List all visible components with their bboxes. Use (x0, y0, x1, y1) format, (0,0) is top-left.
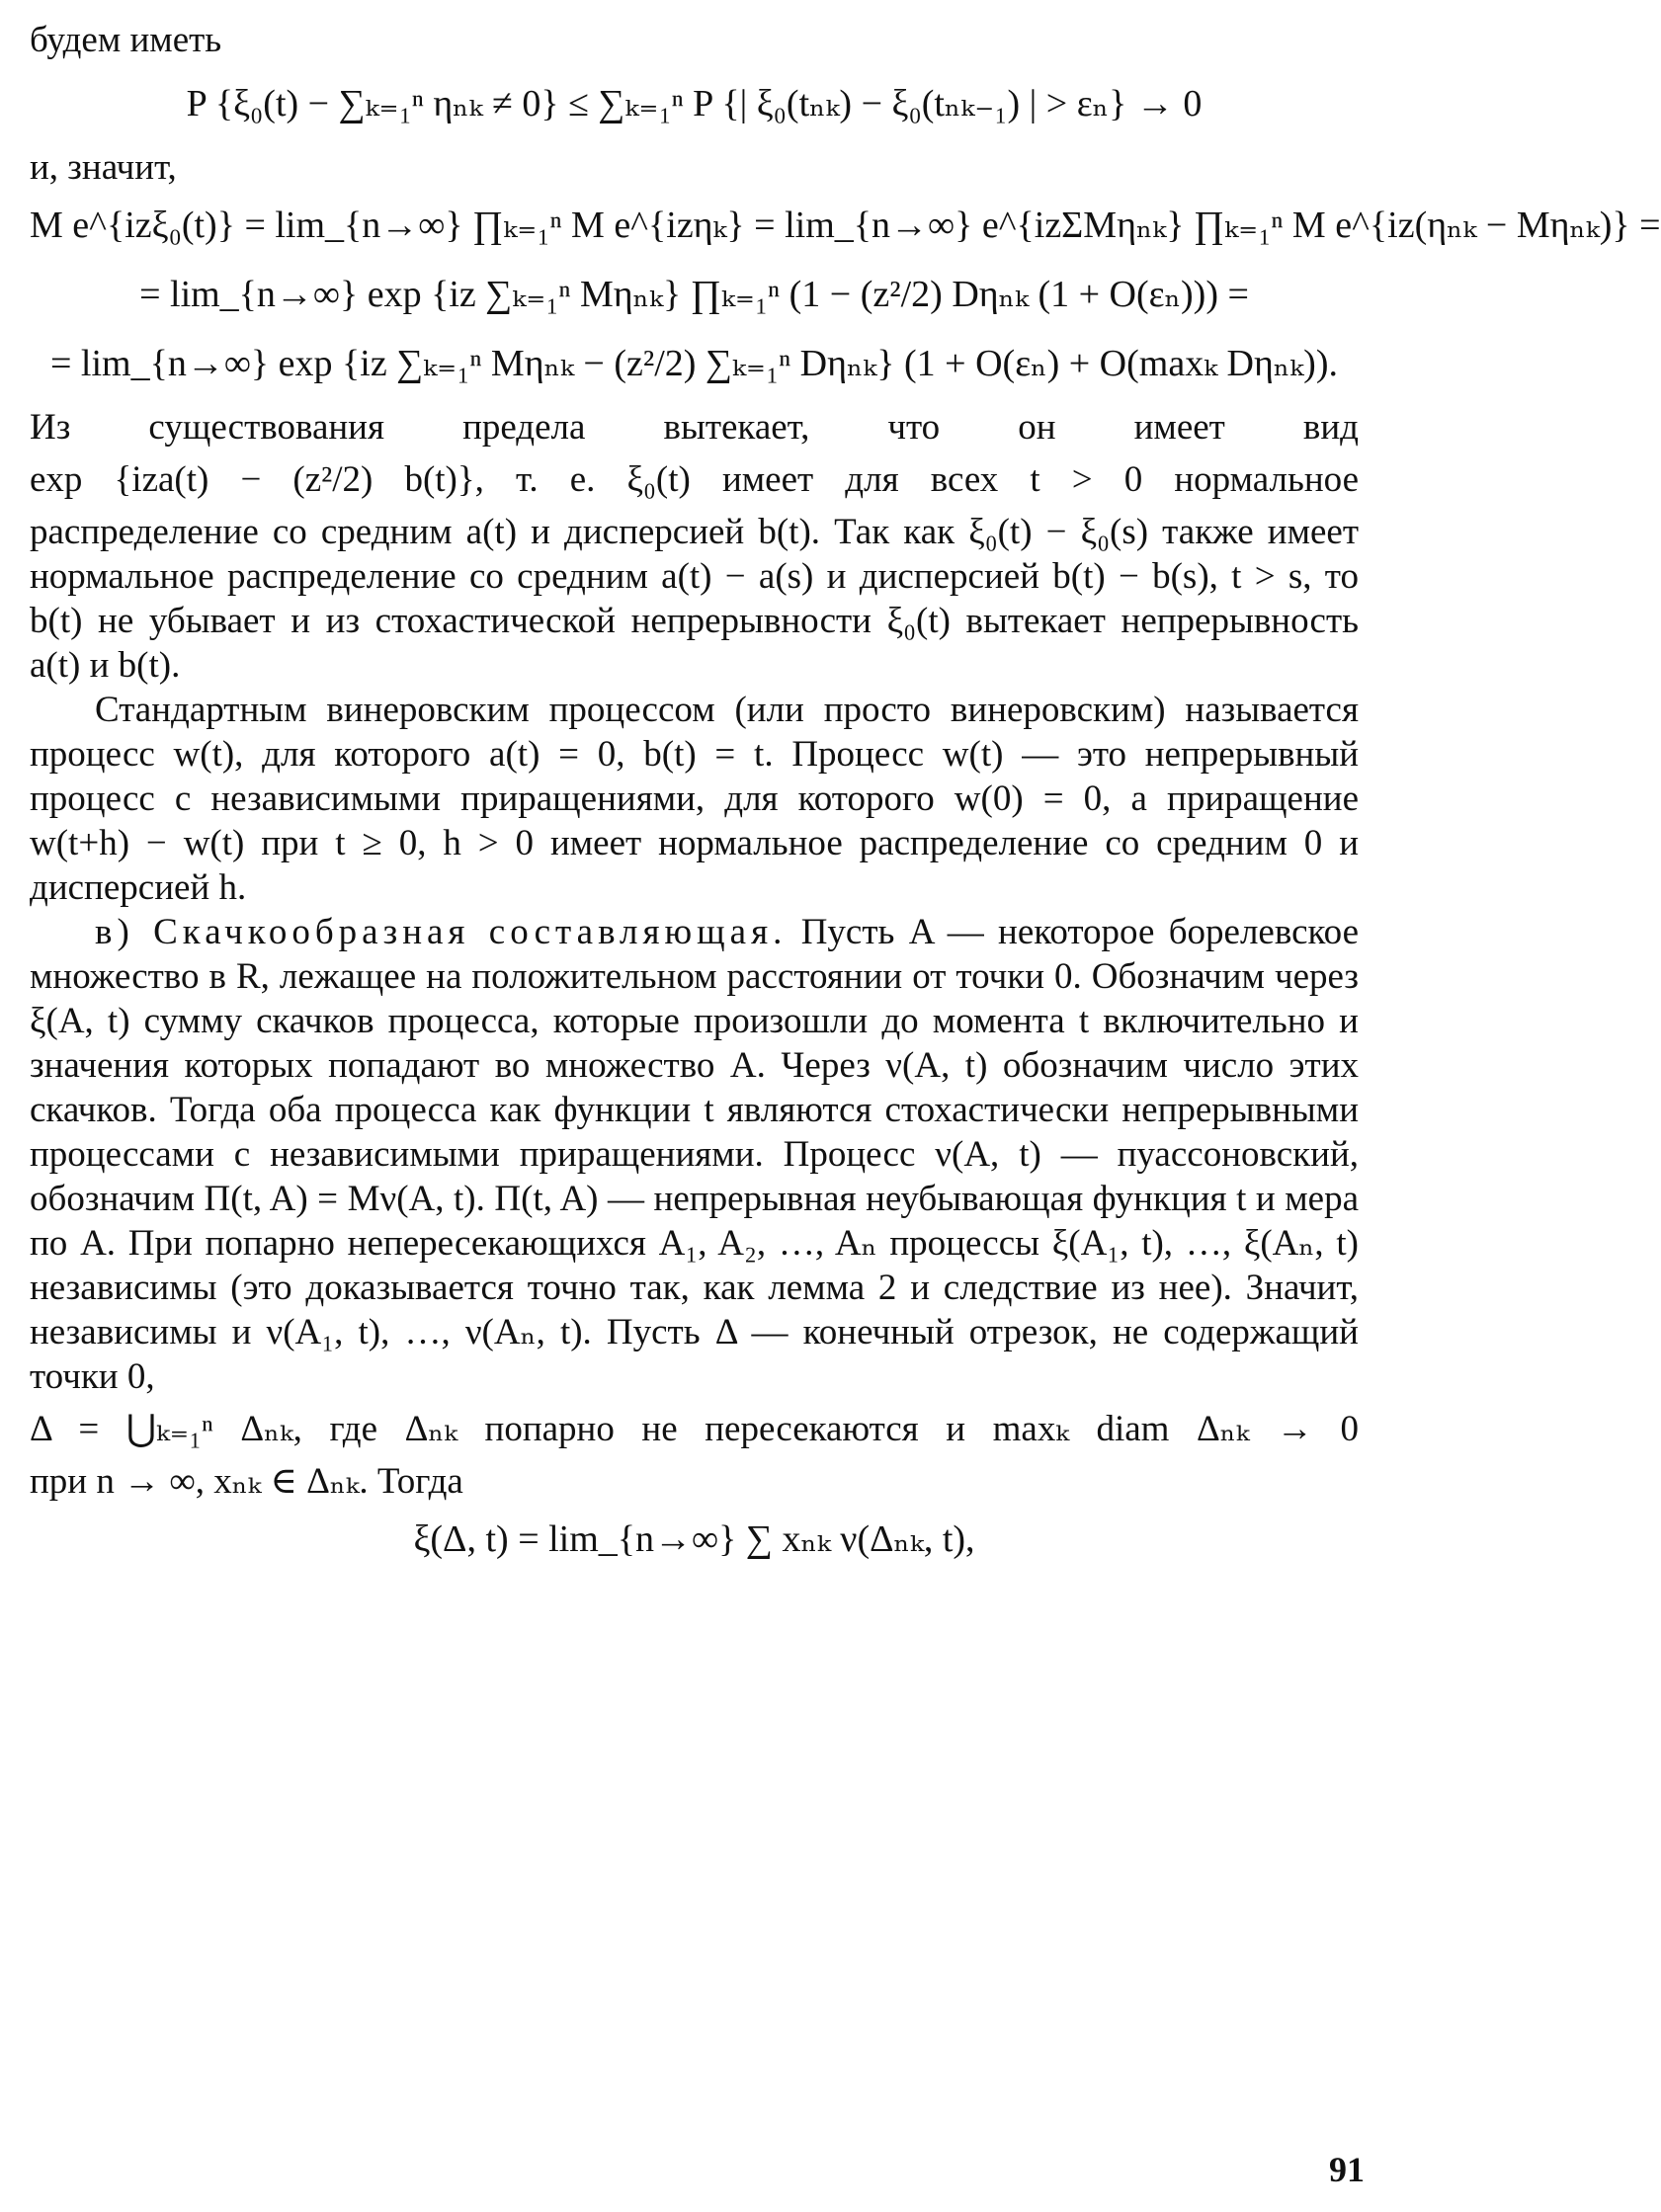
page-number: 91 (1329, 2150, 1365, 2189)
transition-text: и, значит, (30, 147, 177, 188)
paragraph-1-line-1: Из существования предела вытекает, что он имеет вид (30, 407, 1359, 448)
partition-formula-line: Δ = ⋃ₖ₌₁ⁿ Δₙₖ, где Δₙₖ попарно не пересекаются и maxₖ diam Δₙₖ → 0 (30, 1409, 1359, 1449)
equation-jump-sum: ξ(Δ, t) = lim_{n→∞} ∑ xₙₖ ν(Δₙₖ, t), (413, 1518, 975, 1560)
paragraph-1-body: распределение со средним a(t) и дисперсией b(t). Так как ξ₀(t) − ξ₀(s) также имеет нормальное распределение со средним a(t) − a(s) и дисперсией b(t) − b(s), t > s, то b(t) не убывает и из стохастической непрерывности ξ₀(t) вытекает непрерывность a(t) и b(t). (30, 512, 1359, 686)
equation-characteristic-line-1: M e^{izξ₀(t)} = lim_{n→∞} ∏ₖ₌₁ⁿ M e^{izηₖ} = lim_{n→∞} e^{izΣMηₙₖ} ∏ₖ₌₁ⁿ M e^{iz(ηₙₖ − Mηₙₖ)} = (30, 205, 1661, 246)
section-heading-jump-component: в) Скачкообразная составляющая. (95, 912, 788, 952)
paragraph-wiener-process: Стандартным винеровским процессом (или просто винеровским) называется процесс w(t), для которого a(t) = 0, b(t) = t. Процесс w(t) — это непрерывный процесс с независимыми приращениями, для которого w(0) = 0, а приращение w(t+h) − w(t) при t ≥ 0, h > 0 имеет нормальное распределение со средним 0 и дисперсией h. (30, 690, 1359, 908)
paragraph-jump-component-body: Пусть A — некоторое борелевское множество в R, лежащее на положительном расстоянии от точки 0. Обозначим через ξ(A, t) сумму скачков процесса, которые произошли до момента t включительно и значения которых попадают во множество A. Через ν(A, t) обозначим число этих скачков. Тогда оба процесса как функции t являются стохастически непрерывными процессами с независимыми приращениями. Процесс ν(A, t) — пуассоновский, обозначим Π(t, A) = Mν(A, t). Π(t, A) — непрерывная неубывающая функция t и мера по A. При попарно непересекающихся A₁, A₂, …, Aₙ процессы ξ(A₁, t), …, ξ(Aₙ, t) независимы (это доказывается точно так, как лемма 2 и следствие из нее). Значит, независимы и ν(A₁, t), …, ν(Aₙ, t). Пусть Δ — конечный отрезок, не содержащий точки 0, (30, 912, 1359, 1397)
paragraph-jump-component (30, 910, 1359, 1399)
equation-characteristic-line-2: = lim_{n→∞} exp {iz ∑ₖ₌₁ⁿ Mηₙₖ} ∏ₖ₌₁ⁿ (1 − (z²/2) Dηₙₖ (1 + O(εₙ))) = (139, 274, 1249, 315)
intro-line: будем иметь (30, 20, 222, 60)
document-page (30, 18, 1661, 1567)
equation-probability-bound: P {ξ₀(t) − ∑ₖ₌₁ⁿ ηₙₖ ≠ 0} ≤ ∑ₖ₌₁ⁿ P {| ξ₀(tₙₖ) − ξ₀(tₙₖ₋₁) | > εₙ} → 0 (186, 83, 1203, 124)
equation-characteristic-line-3: = lim_{n→∞} exp {iz ∑ₖ₌₁ⁿ Mηₙₖ − (z²/2) ∑ₖ₌₁ⁿ Dηₙₖ} (1 + O(εₙ) + O(maxₖ Dηₙₖ)). (50, 343, 1338, 384)
paragraph-1-line-2: exp {iza(t) − (z²/2) b(t)}, т. е. ξ₀(t) имеет для всех t > 0 нормальное (30, 459, 1359, 500)
partition-condition-line: при n → ∞, xₙₖ ∈ Δₙₖ. Тогда (30, 1461, 463, 1502)
